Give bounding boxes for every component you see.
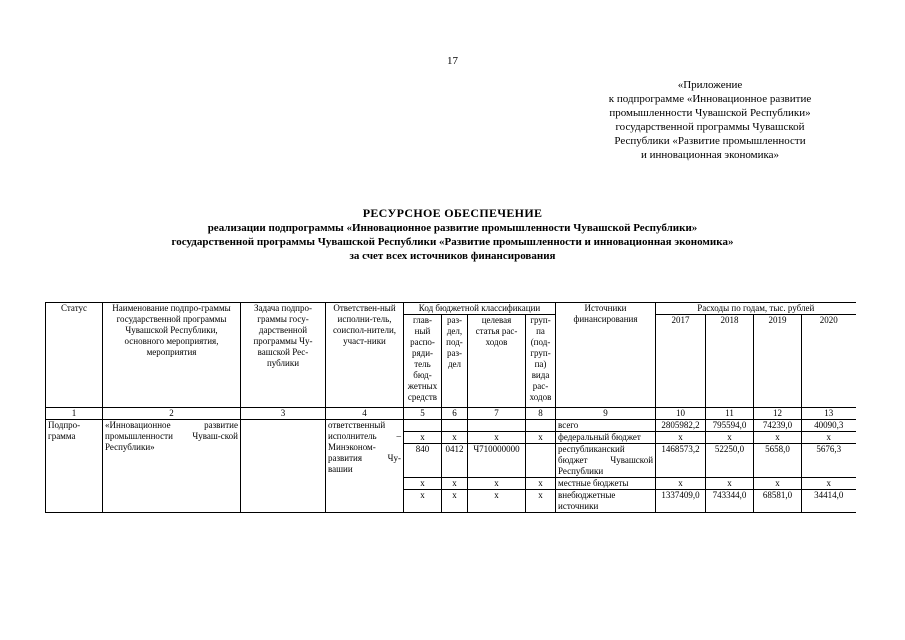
cell-value: 40090,3 (802, 420, 856, 432)
cell-grbs: 840 (404, 444, 442, 478)
appendix-line: «Приложение (677, 79, 743, 91)
title-line: реализации подпрограммы «Инновационное развитие промышленности Чувашской Республики» (207, 222, 698, 234)
column-number: 11 (706, 408, 754, 420)
appendix-line: Республики «Развитие промышленности (614, 135, 806, 147)
cell-source: местные бюджеты (556, 478, 656, 490)
header-grbs: глав-ный распо-ряди-тель бюд-жетных средств (404, 315, 442, 408)
header-year: 2017 (656, 315, 706, 408)
column-number: 9 (556, 408, 656, 420)
cell-target: Ч710000000 (468, 444, 526, 478)
column-numbers-row (46, 408, 856, 420)
header-task: Задача подпро-граммы госу-дарственной программы Чу-вашской Рес-публики (241, 303, 326, 408)
header-sources: Источники финансирования (556, 303, 656, 408)
cell-value: 5658,0 (754, 444, 802, 478)
appendix-line: государственной программы Чувашской (615, 121, 805, 133)
title-line: государственной программы Чувашской Республики «Развитие промышленности и инновационная экономика» (171, 236, 734, 248)
cell-group: x (526, 478, 556, 490)
cell-value: x (802, 478, 856, 490)
resources-table (45, 302, 856, 513)
header-responsible: Ответствен-ный исполни-тель, соиспол-нители, участ-ники (326, 303, 404, 408)
header-year: 2020 (802, 315, 856, 408)
appendix-line: и инновационная экономика» (640, 149, 780, 161)
cell-value: 52250,0 (706, 444, 754, 478)
appendix-line: к подпрограмме «Инновационное развитие (608, 93, 812, 105)
cell-value: 68581,0 (754, 490, 802, 513)
cell-section: x (442, 478, 468, 490)
cell-group: x (526, 490, 556, 513)
column-number: 3 (241, 408, 326, 420)
cell-status: Подпро-грамма (46, 420, 103, 513)
header-year: 2018 (706, 315, 754, 408)
cell-value: 74239,0 (754, 420, 802, 432)
cell-section: 0412 (442, 444, 468, 478)
document-title (0, 206, 905, 263)
cell-value: 1337409,0 (656, 490, 706, 513)
header-row (46, 303, 856, 315)
header-group: груп-па (под-груп-па) вида рас-ходов (526, 315, 556, 408)
column-number: 12 (754, 408, 802, 420)
cell-source: внебюджетные источники (556, 490, 656, 513)
header-expenses: Расходы по годам, тыс. рублей (656, 303, 856, 315)
appendix-note (560, 78, 860, 162)
main-title: РЕСУРСНОЕ ОБЕСПЕЧЕНИЕ (362, 206, 543, 220)
header-section: раз-дел, под-раз-дел (442, 315, 468, 408)
cell-source: федеральный бюджет (556, 432, 656, 444)
cell-value: x (656, 432, 706, 444)
cell-grbs: x (404, 490, 442, 513)
column-number: 8 (526, 408, 556, 420)
table-row (46, 420, 856, 432)
cell-task (241, 420, 326, 513)
cell-section: x (442, 432, 468, 444)
cell-value: x (802, 432, 856, 444)
cell-source: всего (556, 420, 656, 432)
column-number: 1 (46, 408, 103, 420)
title-line: за счет всех источников финансирования (349, 250, 556, 262)
cell-section: x (442, 490, 468, 513)
cell-group (526, 420, 556, 432)
appendix-line: промышленности Чувашской Республики» (609, 107, 811, 119)
column-number: 13 (802, 408, 856, 420)
header-year: 2019 (754, 315, 802, 408)
cell-source: республиканский бюджет Чувашской Республики (556, 444, 656, 478)
column-number: 10 (656, 408, 706, 420)
cell-value: 5676,3 (802, 444, 856, 478)
cell-group: x (526, 432, 556, 444)
cell-responsible: ответственный исполнитель – Минэконом-развития Чу-вашии (326, 420, 404, 513)
cell-grbs: x (404, 478, 442, 490)
cell-value: x (754, 478, 802, 490)
cell-group (526, 444, 556, 478)
header-status: Статус (46, 303, 103, 408)
column-number: 7 (468, 408, 526, 420)
cell-target: x (468, 478, 526, 490)
cell-value: 795594,0 (706, 420, 754, 432)
column-number: 6 (442, 408, 468, 420)
cell-value: 1468573,2 (656, 444, 706, 478)
cell-grbs (404, 420, 442, 432)
cell-value: 34414,0 (802, 490, 856, 513)
cell-value: x (656, 478, 706, 490)
cell-value: 743344,0 (706, 490, 754, 513)
column-number: 2 (103, 408, 241, 420)
cell-name: «Инновационное развитие промышленности Чуваш-ской Республики» (103, 420, 241, 513)
cell-value: x (754, 432, 802, 444)
column-number: 4 (326, 408, 404, 420)
header-target: целевая статья рас-ходов (468, 315, 526, 408)
cell-value: x (706, 478, 754, 490)
column-number: 5 (404, 408, 442, 420)
page-number: 17 (447, 55, 458, 67)
cell-target (468, 420, 526, 432)
cell-target: x (468, 432, 526, 444)
cell-grbs: x (404, 432, 442, 444)
header-name: Наименование подпро-граммы государственной программы Чувашской Республики, основного мероприятия, мероприятия (103, 303, 241, 408)
cell-value: x (706, 432, 754, 444)
header-budget-code: Код бюджетной классификации (404, 303, 556, 315)
cell-value: 2805982,2 (656, 420, 706, 432)
cell-target: x (468, 490, 526, 513)
cell-section (442, 420, 468, 432)
